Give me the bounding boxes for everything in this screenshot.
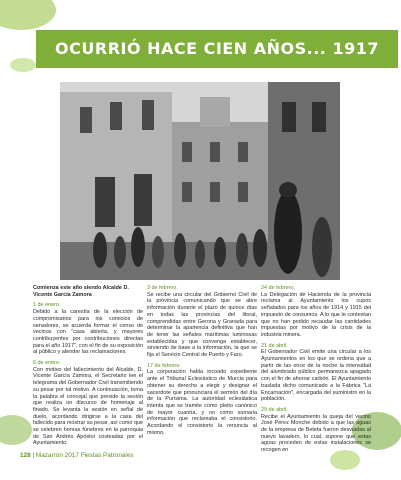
title-banner <box>36 30 398 68</box>
entry-date: 29 de abril. <box>261 406 288 413</box>
footer-separator: | <box>32 452 35 459</box>
publication-name: Mazarrón 2017 Fiestas Patronales <box>35 452 134 459</box>
entry <box>261 285 371 339</box>
intro-line: Comienza este año siendo Alcalde D. Vicente García Zamora <box>33 285 129 298</box>
entry <box>33 302 143 356</box>
entry-date: 21 de abril. <box>261 342 288 349</box>
street-scene-image <box>60 82 340 280</box>
watercolor-splash <box>10 58 36 72</box>
entry <box>261 407 371 454</box>
page-footer <box>20 452 134 459</box>
entry-text: La corporación habla incoado expediente ante el Tribunal Eclesiástico de Murcia para obtener su derecho a elegir y designar el sacerdote que pronunciara el sermón del día de la Purísima. La autoridad eclesiástica intenta que se tramite como pleito canónico de mayor cuantía, y no como sumaria información que reclamaba el consistorio. Acordando el consistorio la renuncia al mismo. <box>147 369 257 436</box>
entry <box>147 363 257 437</box>
text-column-2 <box>147 285 257 440</box>
page-number: 128 <box>20 452 31 459</box>
entry <box>147 285 257 359</box>
text-column-3 <box>261 285 371 458</box>
entry-text: Recibe el Ayuntamiento la queja del vecino José Pérez Monche debido a que las aguas de la empresa de Beteta fueron desviadas al nuevo lavadero, lo cual, supone que estas aguas proceden de estas instalaciones se recogen en <box>261 413 371 454</box>
entry-date: 24 de febrero. <box>261 285 295 291</box>
watercolor-splash <box>0 0 56 30</box>
entry-date: 17 de febrero. <box>147 362 181 369</box>
watercolor-splash <box>0 415 32 445</box>
entry-text: La Delegación de Hacienda de la provincia reclama al Ayuntamiento los cupos señalados para los años de 1914 y 1915 del impuesto de consumos. A lo que le contestan que no han podido recaudar las cantidades impuestas por motivo de la crisis de la industria minera. <box>261 291 371 338</box>
page-title: OCURRIÓ HACE CIEN AÑOS... 1917 <box>55 39 379 58</box>
entry-date: 3 de febrero. <box>147 285 178 291</box>
entry <box>33 360 143 447</box>
historical-photo <box>60 82 340 280</box>
entry-text: El Gobernador Civil emite una circular a los Ayuntamientos en los que se ordena que a partir de las once de la noche la intensidad del alumbrado público permanezca apagado con el fin de ahorrar carbón. El Ayuntamiento traslada dicho comunicado a la Fábrica "La Encarnación", encargada del suministro en la población. <box>261 349 371 403</box>
text-column-1 <box>33 285 143 451</box>
entry <box>261 343 371 403</box>
entry-text: Debido a la carestía de la elección de compromisarios para los comicios de senadores, se acuerda formar el censo de vecinos con "casa abierta, y mayores contribuyentes por contribuciones directas para el año 1917", con el fin de su exposición al público y atender las reclamaciones. <box>33 309 143 356</box>
entry-date: 6 de enero. <box>33 360 61 367</box>
entry-text: Se recibe una circular del Gobierno Civil de la provincia comunicando que se abre información durante el plazo de quince días en todas las provincias del litoral, comprendidas entre Gerona y Granada para determinar la apariencia definitiva que han de tener las señales marítimas luminosas establecidas y que convenga establecer, sirviendo de base a la información, la que se fija el Servicio Central de Puerto y Faro. <box>147 291 257 359</box>
entry-date: 1 de enero. <box>33 302 61 309</box>
entry-text: Con motivo del fallecimiento del Alcalde, D. Vicente García Zamora, el Secretario lee el telegrama del Gobernador Civil transmitiendo su pesar por tal motivo. A continuación, toma la palabra el concejal que preside la sesión que realiza un discurso de homenaje al finado. Se levanta la sesión en señal de duelo, acordando dirigirse a la casa del fallecido para mostrar su pesar, así como que se celebren honras fúnebres en la parroquia de San Andrés Apóstol costeadas por el Ayuntamiento. <box>33 366 144 447</box>
